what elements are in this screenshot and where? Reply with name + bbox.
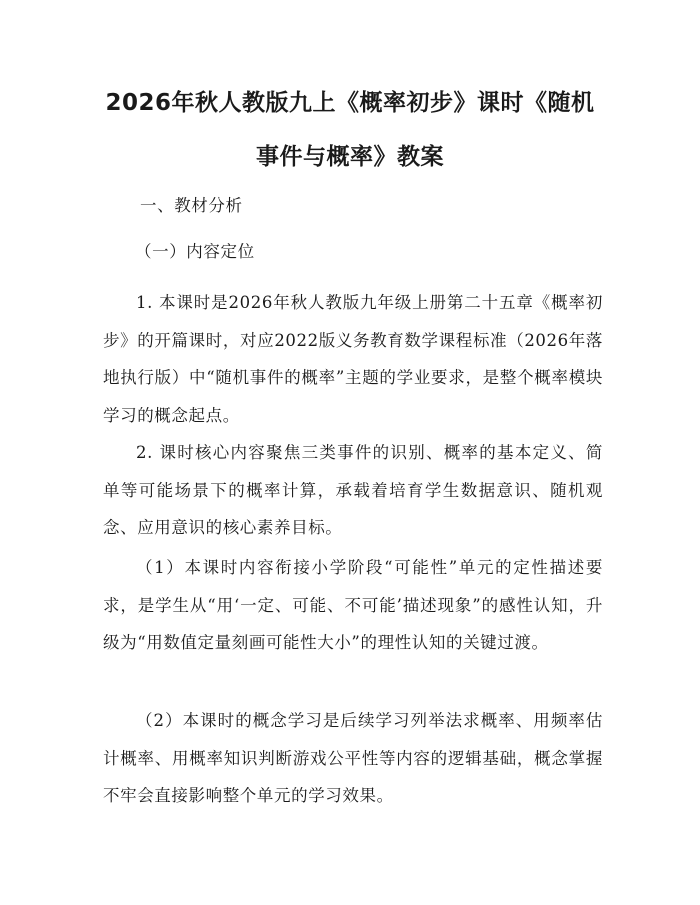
paragraph-1: 1. 本课时是2026年秋人教版九年级上册第二十五章《概率初步》的开篇课时，对应2022版义务教育数学课程标准（2026年落地执行版）中“随机事件的概率”主题的学业要求，是整个概率模块学习的概念起点。 (103, 293, 603, 425)
subsection-heading: （一）内容定位 (135, 242, 255, 261)
paragraph-4: （2）本课时的概念学习是后续学习列举法求概率、用频率估计概率、用概率知识判断游戏公平性等内容的逻辑基础，概念掌握不牢会直接影响整个单元的学习效果。 (103, 711, 603, 805)
paragraph-3: （1）本课时内容衔接小学阶段“可能性”单元的定性描述要求，是学生从“用‘一定、可能、不可能’描述现象”的感性认知，升级为“用数值定量刻画可能性大小”的理性认知的关键过渡。 (103, 558, 603, 652)
paragraph-2: 2. 课时核心内容聚焦三类事件的识别、概率的基本定义、简单等可能场景下的概率计算，承载着培育学生数据意识、随机观念、应用意识的核心素养目标。 (103, 443, 603, 537)
document-title: 2026年秋人教版九上《概率初步》课时《随机事件与概率》教案 (105, 90, 595, 170)
section-heading: 一、教材分析 (140, 196, 243, 215)
